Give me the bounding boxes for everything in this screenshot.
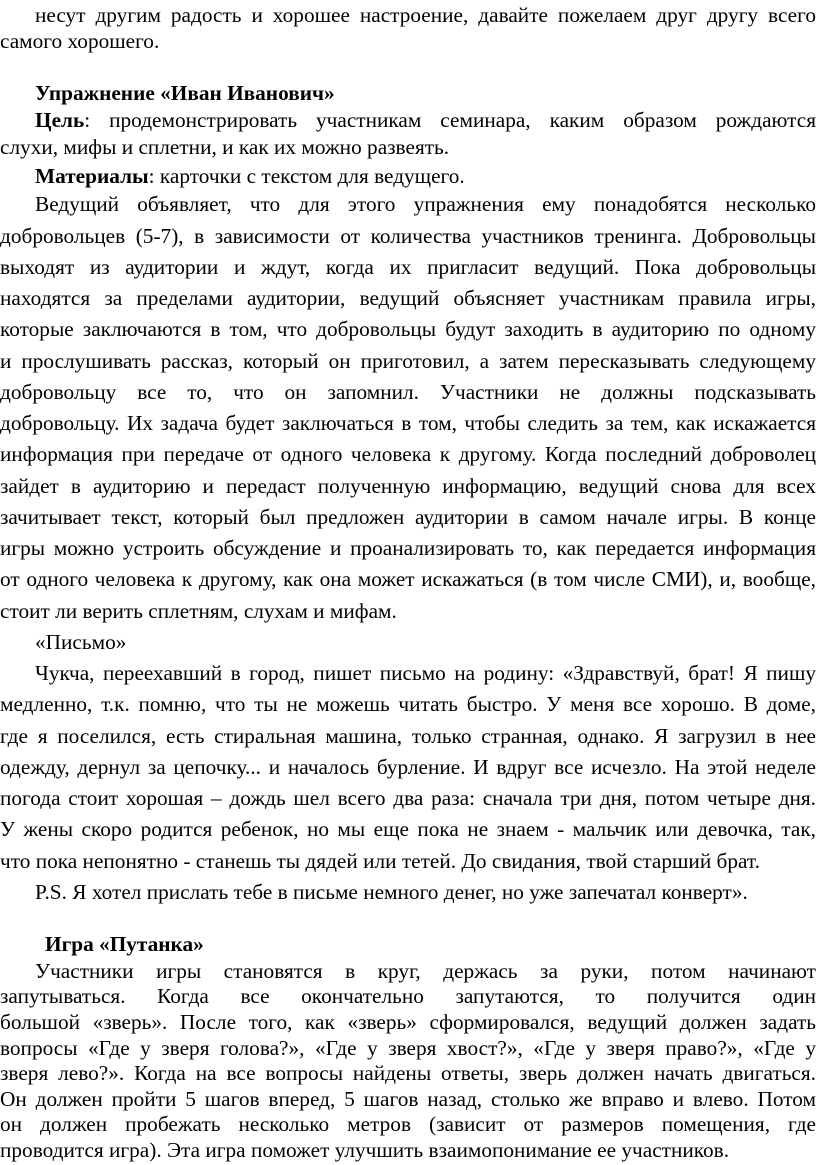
text: зачитывает текст, который был предложен аудитории в самом начале игры. В конце <box>0 505 816 529</box>
text: что пока непонятно - станешь ты дядей или тетей. До свидания, твой старший брат. <box>0 849 760 873</box>
text: стоит ли верить сплетням, слухам и мифам. <box>0 599 397 623</box>
text: : продемонстрировать участникам семинара, каким образом рождаются <box>84 108 816 132</box>
text-line <box>0 721 816 751</box>
text: погода стоит хорошая – дождь шел всего два раза: сначала три дня, потом четыре дня. <box>0 786 816 810</box>
text: добровольцу все то, что он запомнил. Участники не должны подсказывать <box>0 380 816 404</box>
text: Чукча, переехавший в город, пишет письмо на родину: «Здравствуй, брат! Я пишу <box>35 661 816 685</box>
text-line <box>35 78 816 108</box>
bold-text: Игра «Путанка» <box>45 932 204 956</box>
text-line <box>0 502 816 532</box>
text-line <box>35 189 816 219</box>
text-line <box>35 877 816 907</box>
text-line <box>0 26 816 56</box>
text-line <box>0 283 816 313</box>
text: Он должен пройти 5 шагов вперед, 5 шагов назад, столько же вправо и влево. Потом <box>0 1087 816 1111</box>
text: информация при передаче от одного человека к другому. Когда последний доброволец <box>0 442 816 466</box>
text: медленно, т.к. помню, что ты не можешь читать быстро. У меня все хорошо. В доме, <box>0 692 816 716</box>
text: вопросы «Где у зверя голова?», «Где у зверя хвост?», «Где у зверя право?», «Где у <box>0 1036 816 1060</box>
text: проводится игра). Эта игра поможет улучшить взаимопонимание ее участников. <box>0 1138 730 1162</box>
text-line <box>35 627 816 657</box>
text: добровольцев (5-7), в зависимости от количества участников тренинга. Добровольцы <box>0 224 816 248</box>
text: Участники игры становятся в круг, держась за руки, потом начинают <box>35 959 816 983</box>
text-line <box>0 252 816 282</box>
text: одежду, дернул за цепочку... и началось бурление. И вдруг все исчезло. На этой неделе <box>0 755 816 779</box>
text: У жены скоро родится ребенок, но мы еще пока не знаем - мальчик или девочка, так, <box>0 817 816 841</box>
text-line <box>35 161 816 191</box>
text-line <box>0 752 816 782</box>
text: «Письмо» <box>35 630 127 654</box>
text-line <box>0 814 816 844</box>
text-line <box>0 596 816 626</box>
text-line <box>0 377 816 407</box>
bold-text: Упражнение «Иван Иванович» <box>35 81 335 105</box>
text: добровольцу. Их задача будет заключаться в том, чтобы следить за тем, как искажается <box>0 411 816 435</box>
text: запутываться. Когда все окончательно запутаются, то получится один <box>0 984 816 1008</box>
text: слухи, мифы и сплетни, и как их можно развеять. <box>0 135 450 159</box>
text: несут другим радость и хорошее настроение, давайте пожелаем друг другу всего <box>35 3 816 27</box>
text-line <box>45 929 816 959</box>
text: P.S. Я хотел прислать тебе в письме немного денег, но уже запечатал конверт». <box>35 880 748 904</box>
text: он должен пробежать несколько метров (зависит от размеров помещения, где <box>0 1112 816 1136</box>
text: игры можно устроить обсуждение и проанализировать то, как передается информация <box>0 536 816 560</box>
text: зайдет в аудиторию и передаст полученную информацию, ведущий снова для всех <box>0 474 816 498</box>
text-line <box>0 471 816 501</box>
text-line <box>0 689 816 719</box>
text-line <box>0 408 816 438</box>
text-line <box>0 346 816 376</box>
text: от одного человека к другому, как она может искажаться (в том числе СМИ), и, вообще, <box>0 567 816 591</box>
text-line <box>0 221 816 251</box>
text: Ведущий объявляет, что для этого упражнения ему понадобятся несколько <box>35 192 816 216</box>
text-line <box>0 846 816 876</box>
text-line <box>35 105 816 135</box>
text-line <box>0 783 816 813</box>
text-line <box>0 1135 816 1165</box>
text-line <box>0 533 816 563</box>
text: большой «зверь». После того, как «зверь» сформировался, ведущий должен задать <box>0 1010 816 1034</box>
bold-text: Цель <box>35 108 85 132</box>
text: и прослушивать рассказ, который он приготовил, а затем пересказывать следующему <box>0 349 816 373</box>
text: находятся за пределами аудитории, ведущий объясняет участникам правила игры, <box>0 286 816 310</box>
bold-text: Материалы <box>35 164 149 188</box>
text: зверя лево?». Когда на все вопросы найдены ответы, зверь должен начать двигаться. <box>0 1061 816 1085</box>
text-line <box>0 564 816 594</box>
text-line <box>0 314 816 344</box>
text: где я поселился, есть стиральная машина, только странная, однако. Я загрузил в нее <box>0 724 816 748</box>
text-line <box>0 439 816 469</box>
text-line <box>0 132 816 162</box>
text-line <box>35 658 816 688</box>
text: которые заключаются в том, что добровольцы будут заходить в аудиторию по одному <box>0 317 816 341</box>
text: выходят из аудитории и ждут, когда их пригласит ведущий. Пока добровольцы <box>0 255 816 279</box>
text: : карточки с текстом для ведущего. <box>148 164 465 188</box>
text: самого хорошего. <box>0 29 160 53</box>
